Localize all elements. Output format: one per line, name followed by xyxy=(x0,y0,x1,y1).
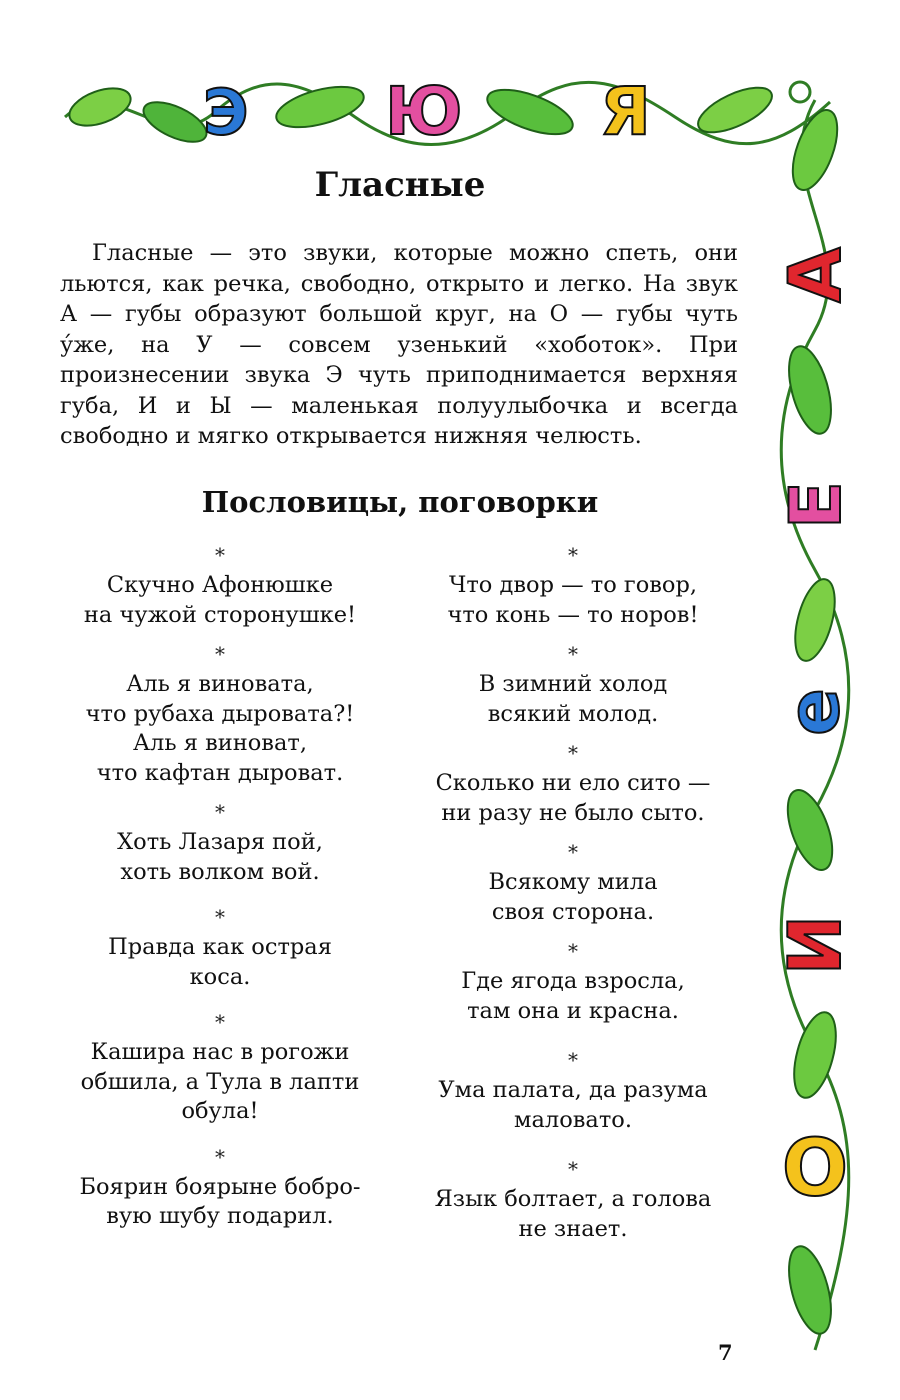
leaf-ornament xyxy=(781,1242,839,1338)
separator-star: * xyxy=(215,1010,225,1034)
separator-star: * xyxy=(568,1048,578,1072)
separator-star: * xyxy=(568,741,578,765)
proverb-item xyxy=(408,1159,738,1244)
letter-ya-ornament: Я xyxy=(600,73,651,150)
proverb-line: обшила, а Тула в лапти xyxy=(80,1068,360,1095)
proverb-line: Скучно Афонюшке xyxy=(106,572,334,598)
leaf-ornament xyxy=(138,94,212,150)
letter-e-small-ornament: е xyxy=(773,688,855,736)
proverb-line: Кашира нас в рогожи xyxy=(90,1039,350,1065)
leaf-ornament xyxy=(788,575,843,665)
proverb-item xyxy=(55,1012,385,1127)
letter-i-ornament: И xyxy=(773,914,857,976)
proverb-item xyxy=(408,842,738,927)
proverbs-right-column xyxy=(408,545,738,1244)
separator-star: * xyxy=(568,840,578,864)
proverb-line: что конь — то норов! xyxy=(447,601,699,628)
proverb-item xyxy=(408,743,738,828)
proverb-item xyxy=(408,545,738,630)
leaf-ornament xyxy=(786,1008,844,1102)
separator-star: * xyxy=(215,1144,225,1169)
proverb-line: не знает. xyxy=(518,1215,628,1242)
proverb-line: Аль я виноват, xyxy=(133,730,307,756)
page-title: Гласные xyxy=(314,165,486,205)
proverb-line: коса. xyxy=(189,963,251,990)
separator-star: * xyxy=(568,543,578,567)
leaf-ornament xyxy=(779,784,842,875)
proverb-line: В зимний холод xyxy=(478,671,668,697)
separator-star: * xyxy=(215,642,225,666)
proverb-item xyxy=(408,941,738,1026)
proverb-item xyxy=(55,907,385,992)
proverb-line: Всякому мила xyxy=(488,869,658,895)
proverb-line: Хоть Лазаря пой, xyxy=(117,829,323,855)
proverb-line: хоть волком вой. xyxy=(120,858,320,885)
proverb-line: Боярин боярыне бобро- xyxy=(79,1173,361,1200)
letter-a-ornament: А xyxy=(773,247,857,303)
page-number: 7 xyxy=(718,1340,733,1365)
letter-yu-ornament: Ю xyxy=(385,73,463,150)
proverb-line: маловато. xyxy=(514,1106,632,1133)
leaf-ornament xyxy=(482,81,578,144)
proverb-line: Сколько ни ело сито — xyxy=(435,770,711,796)
separator-star: * xyxy=(568,1157,578,1181)
proverb-item xyxy=(55,1144,385,1232)
proverb-line: что кафтан дыроват. xyxy=(96,759,344,786)
proverb-line: своя сторона. xyxy=(491,898,655,925)
proverbs-left-column xyxy=(55,545,385,1232)
letter-ye-ornament: Е xyxy=(775,481,857,529)
proverb-item xyxy=(55,802,385,887)
proverb-line: обула! xyxy=(181,1098,259,1124)
section-subtitle: Пословицы, поговорки xyxy=(201,485,599,519)
separator-star: * xyxy=(568,642,578,666)
proverb-line: всякий молод. xyxy=(487,700,659,727)
proverb-line: вую шубу подарил. xyxy=(106,1203,334,1229)
proverb-item xyxy=(55,545,385,630)
proverb-line: Язык болтает, а голова xyxy=(434,1186,712,1212)
proverb-line: что рубаха дыровата?! xyxy=(85,700,355,727)
separator-star: * xyxy=(568,939,578,963)
decorative-border-right xyxy=(760,90,870,1360)
separator-star: * xyxy=(215,543,225,567)
proverb-line: там она и красна. xyxy=(467,997,679,1024)
proverb-line: ни разу не было сыто. xyxy=(441,799,705,826)
proverb-item xyxy=(55,644,385,788)
letter-o-ornament: О xyxy=(781,1124,849,1214)
separator-star: * xyxy=(215,800,225,824)
proverb-item xyxy=(408,1050,738,1135)
leaf-ornament xyxy=(64,81,135,133)
separator-star: * xyxy=(215,905,225,929)
leaf-ornament xyxy=(272,79,368,135)
proverb-line: Аль я виновата, xyxy=(126,671,314,697)
intro-paragraph: Гласные — это звуки, которые можно спеть, они льются, как речка, свободно, открыто и легко. На звук А — губы образуют большой круг, на О — губы чуть у́же, на У — совсем узенький «хоботок». При произнесении звука Э чуть приподнимается верхняя губа, И и Ы — маленькая полуулыбочка и всегда свободно и мягко открывается нижняя челюсть. xyxy=(60,240,738,449)
letter-e-ornament: Э xyxy=(203,76,249,149)
proverb-item xyxy=(408,644,738,729)
proverb-line: Правда как острая xyxy=(108,934,332,960)
proverb-line: Где ягода взросла, xyxy=(461,968,685,994)
proverb-line: Что двор — то говор, xyxy=(448,572,698,598)
proverb-line: Ума палата, да разума xyxy=(438,1077,708,1103)
decorative-border-top xyxy=(55,62,835,157)
proverb-line: на чужой сторонушке! xyxy=(83,601,357,628)
